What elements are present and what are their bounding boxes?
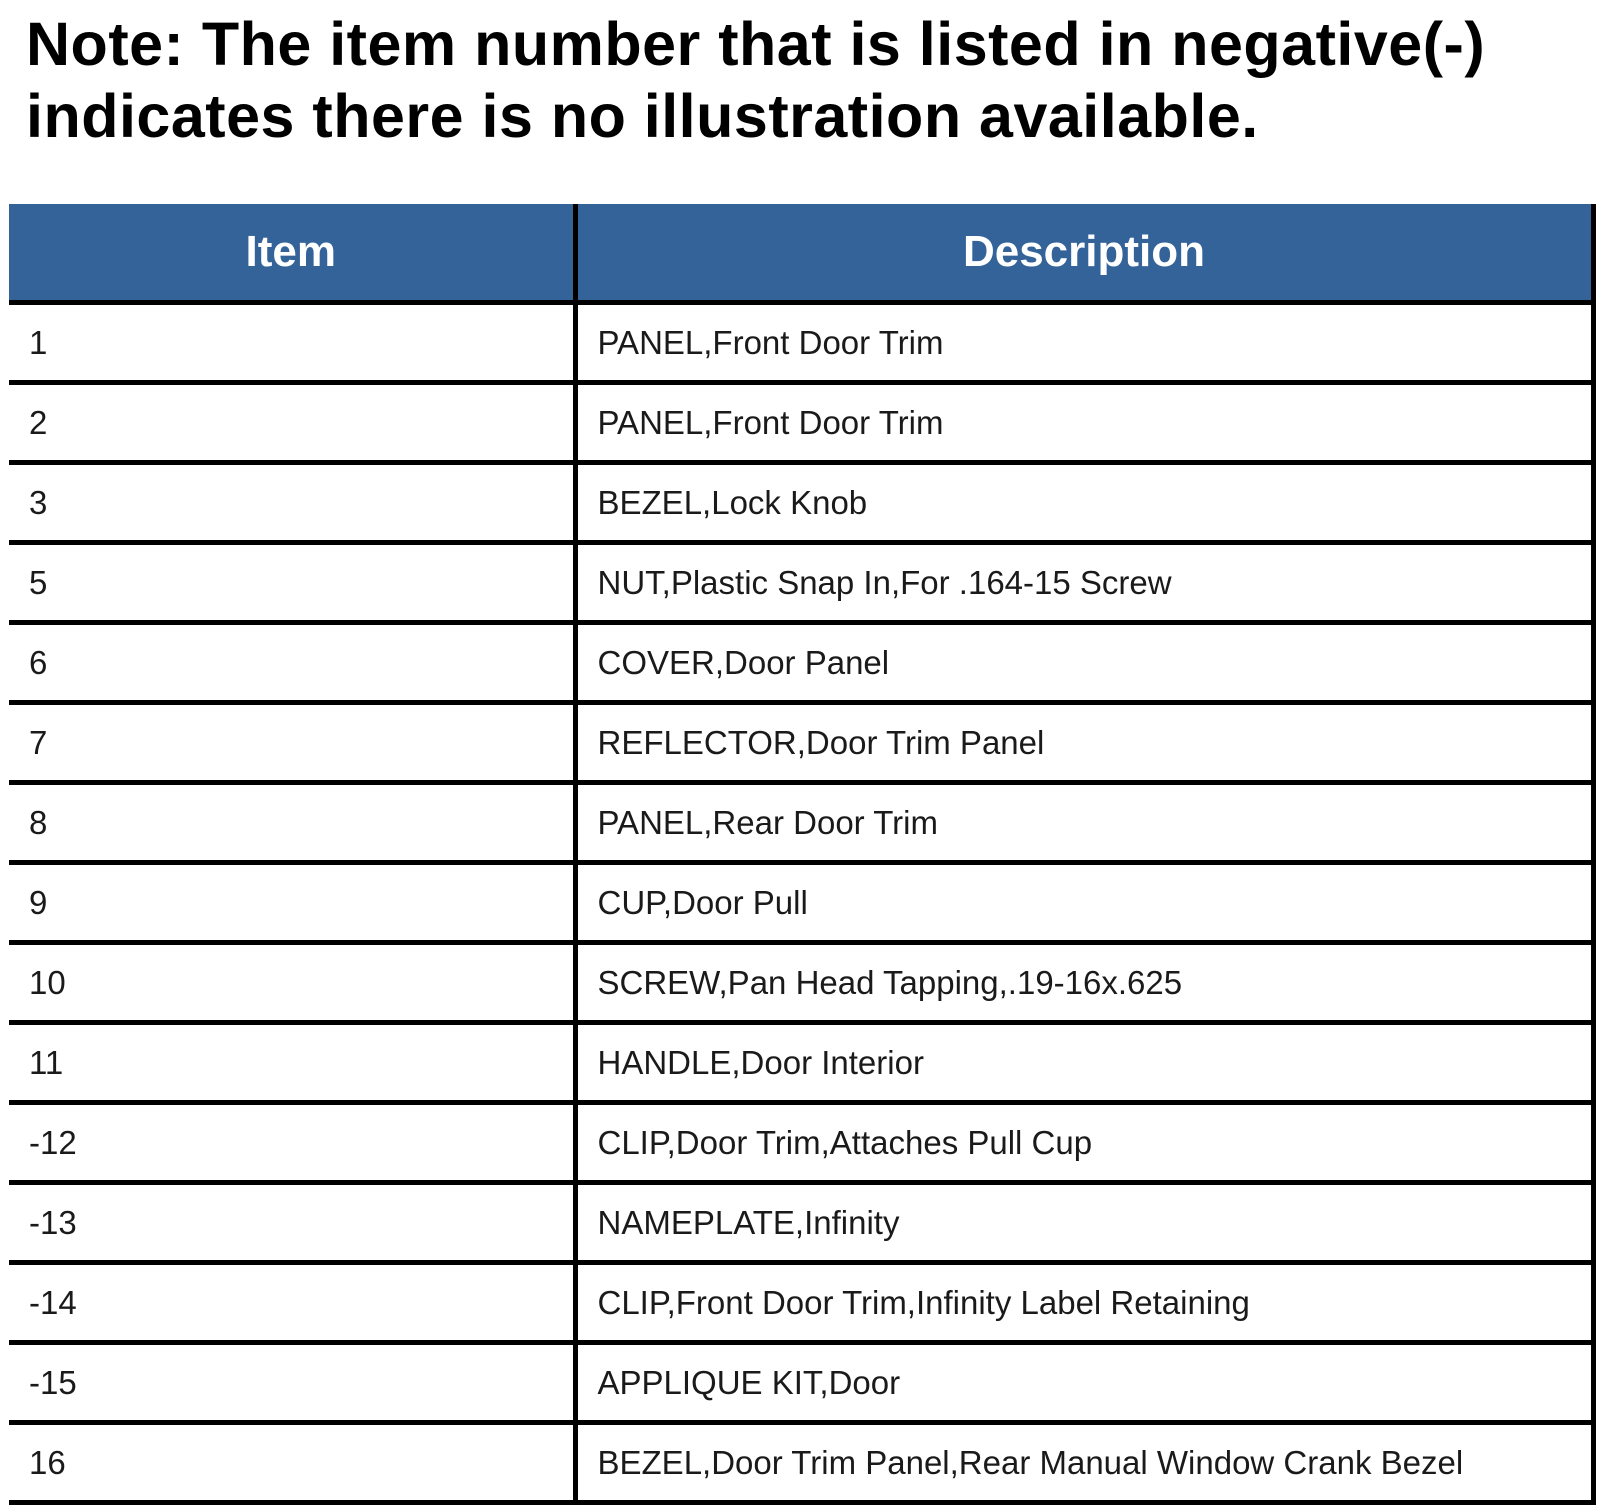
item-number-cell: 11 — [9, 1023, 575, 1103]
table-row — [9, 1423, 1593, 1503]
item-number-cell: 6 — [9, 623, 575, 703]
description-column-header: Description — [575, 204, 1593, 303]
item-number-cell: -15 — [9, 1343, 575, 1423]
table-row — [9, 863, 1593, 943]
description-cell: NAMEPLATE,Infinity — [575, 1183, 1593, 1263]
item-number-cell: 1 — [9, 303, 575, 383]
table-row — [9, 1023, 1593, 1103]
table-row — [9, 1263, 1593, 1343]
description-cell: NUT,Plastic Snap In,For .164-15 Screw — [575, 543, 1593, 623]
table-row — [9, 1343, 1593, 1423]
table-row — [9, 783, 1593, 863]
item-number-cell: 10 — [9, 943, 575, 1023]
table-row — [9, 543, 1593, 623]
description-cell: PANEL,Front Door Trim — [575, 383, 1593, 463]
description-cell: REFLECTOR,Door Trim Panel — [575, 703, 1593, 783]
item-number-cell: 16 — [9, 1423, 575, 1503]
item-number-cell: -14 — [9, 1263, 575, 1343]
note-heading — [26, 8, 1586, 152]
item-number-cell: -13 — [9, 1183, 575, 1263]
description-cell: PANEL,Rear Door Trim — [575, 783, 1593, 863]
item-column-header: Item — [9, 204, 575, 303]
note-line-1: Note: The item number that is listed in negative(-) — [26, 10, 1486, 78]
description-cell: CLIP,Door Trim,Attaches Pull Cup — [575, 1103, 1593, 1183]
table-row — [9, 623, 1593, 703]
parts-table — [9, 204, 1596, 1505]
description-cell: COVER,Door Panel — [575, 623, 1593, 703]
item-number-cell: 5 — [9, 543, 575, 623]
table-row — [9, 1103, 1593, 1183]
table-header — [9, 204, 1593, 303]
description-cell: APPLIQUE KIT,Door — [575, 1343, 1593, 1423]
table-row — [9, 463, 1593, 543]
description-cell: CLIP,Front Door Trim,Infinity Label Retaining — [575, 1263, 1593, 1343]
table-row — [9, 703, 1593, 783]
description-cell: HANDLE,Door Interior — [575, 1023, 1593, 1103]
table-body — [9, 303, 1593, 1503]
description-cell: BEZEL,Door Trim Panel,Rear Manual Window Crank Bezel — [575, 1423, 1593, 1503]
item-number-cell: 7 — [9, 703, 575, 783]
item-number-cell: 8 — [9, 783, 575, 863]
description-cell: BEZEL,Lock Knob — [575, 463, 1593, 543]
description-cell: CUP,Door Pull — [575, 863, 1593, 943]
header-row — [9, 204, 1593, 303]
table-row — [9, 303, 1593, 383]
note-line-2: indicates there is no illustration available. — [26, 82, 1259, 150]
table-row — [9, 1183, 1593, 1263]
description-cell: SCREW,Pan Head Tapping,.19-16x.625 — [575, 943, 1593, 1023]
item-number-cell: 3 — [9, 463, 575, 543]
item-number-cell: 9 — [9, 863, 575, 943]
description-cell: PANEL,Front Door Trim — [575, 303, 1593, 383]
table-row — [9, 943, 1593, 1023]
item-number-cell: 2 — [9, 383, 575, 463]
table-row — [9, 383, 1593, 463]
item-number-cell: -12 — [9, 1103, 575, 1183]
